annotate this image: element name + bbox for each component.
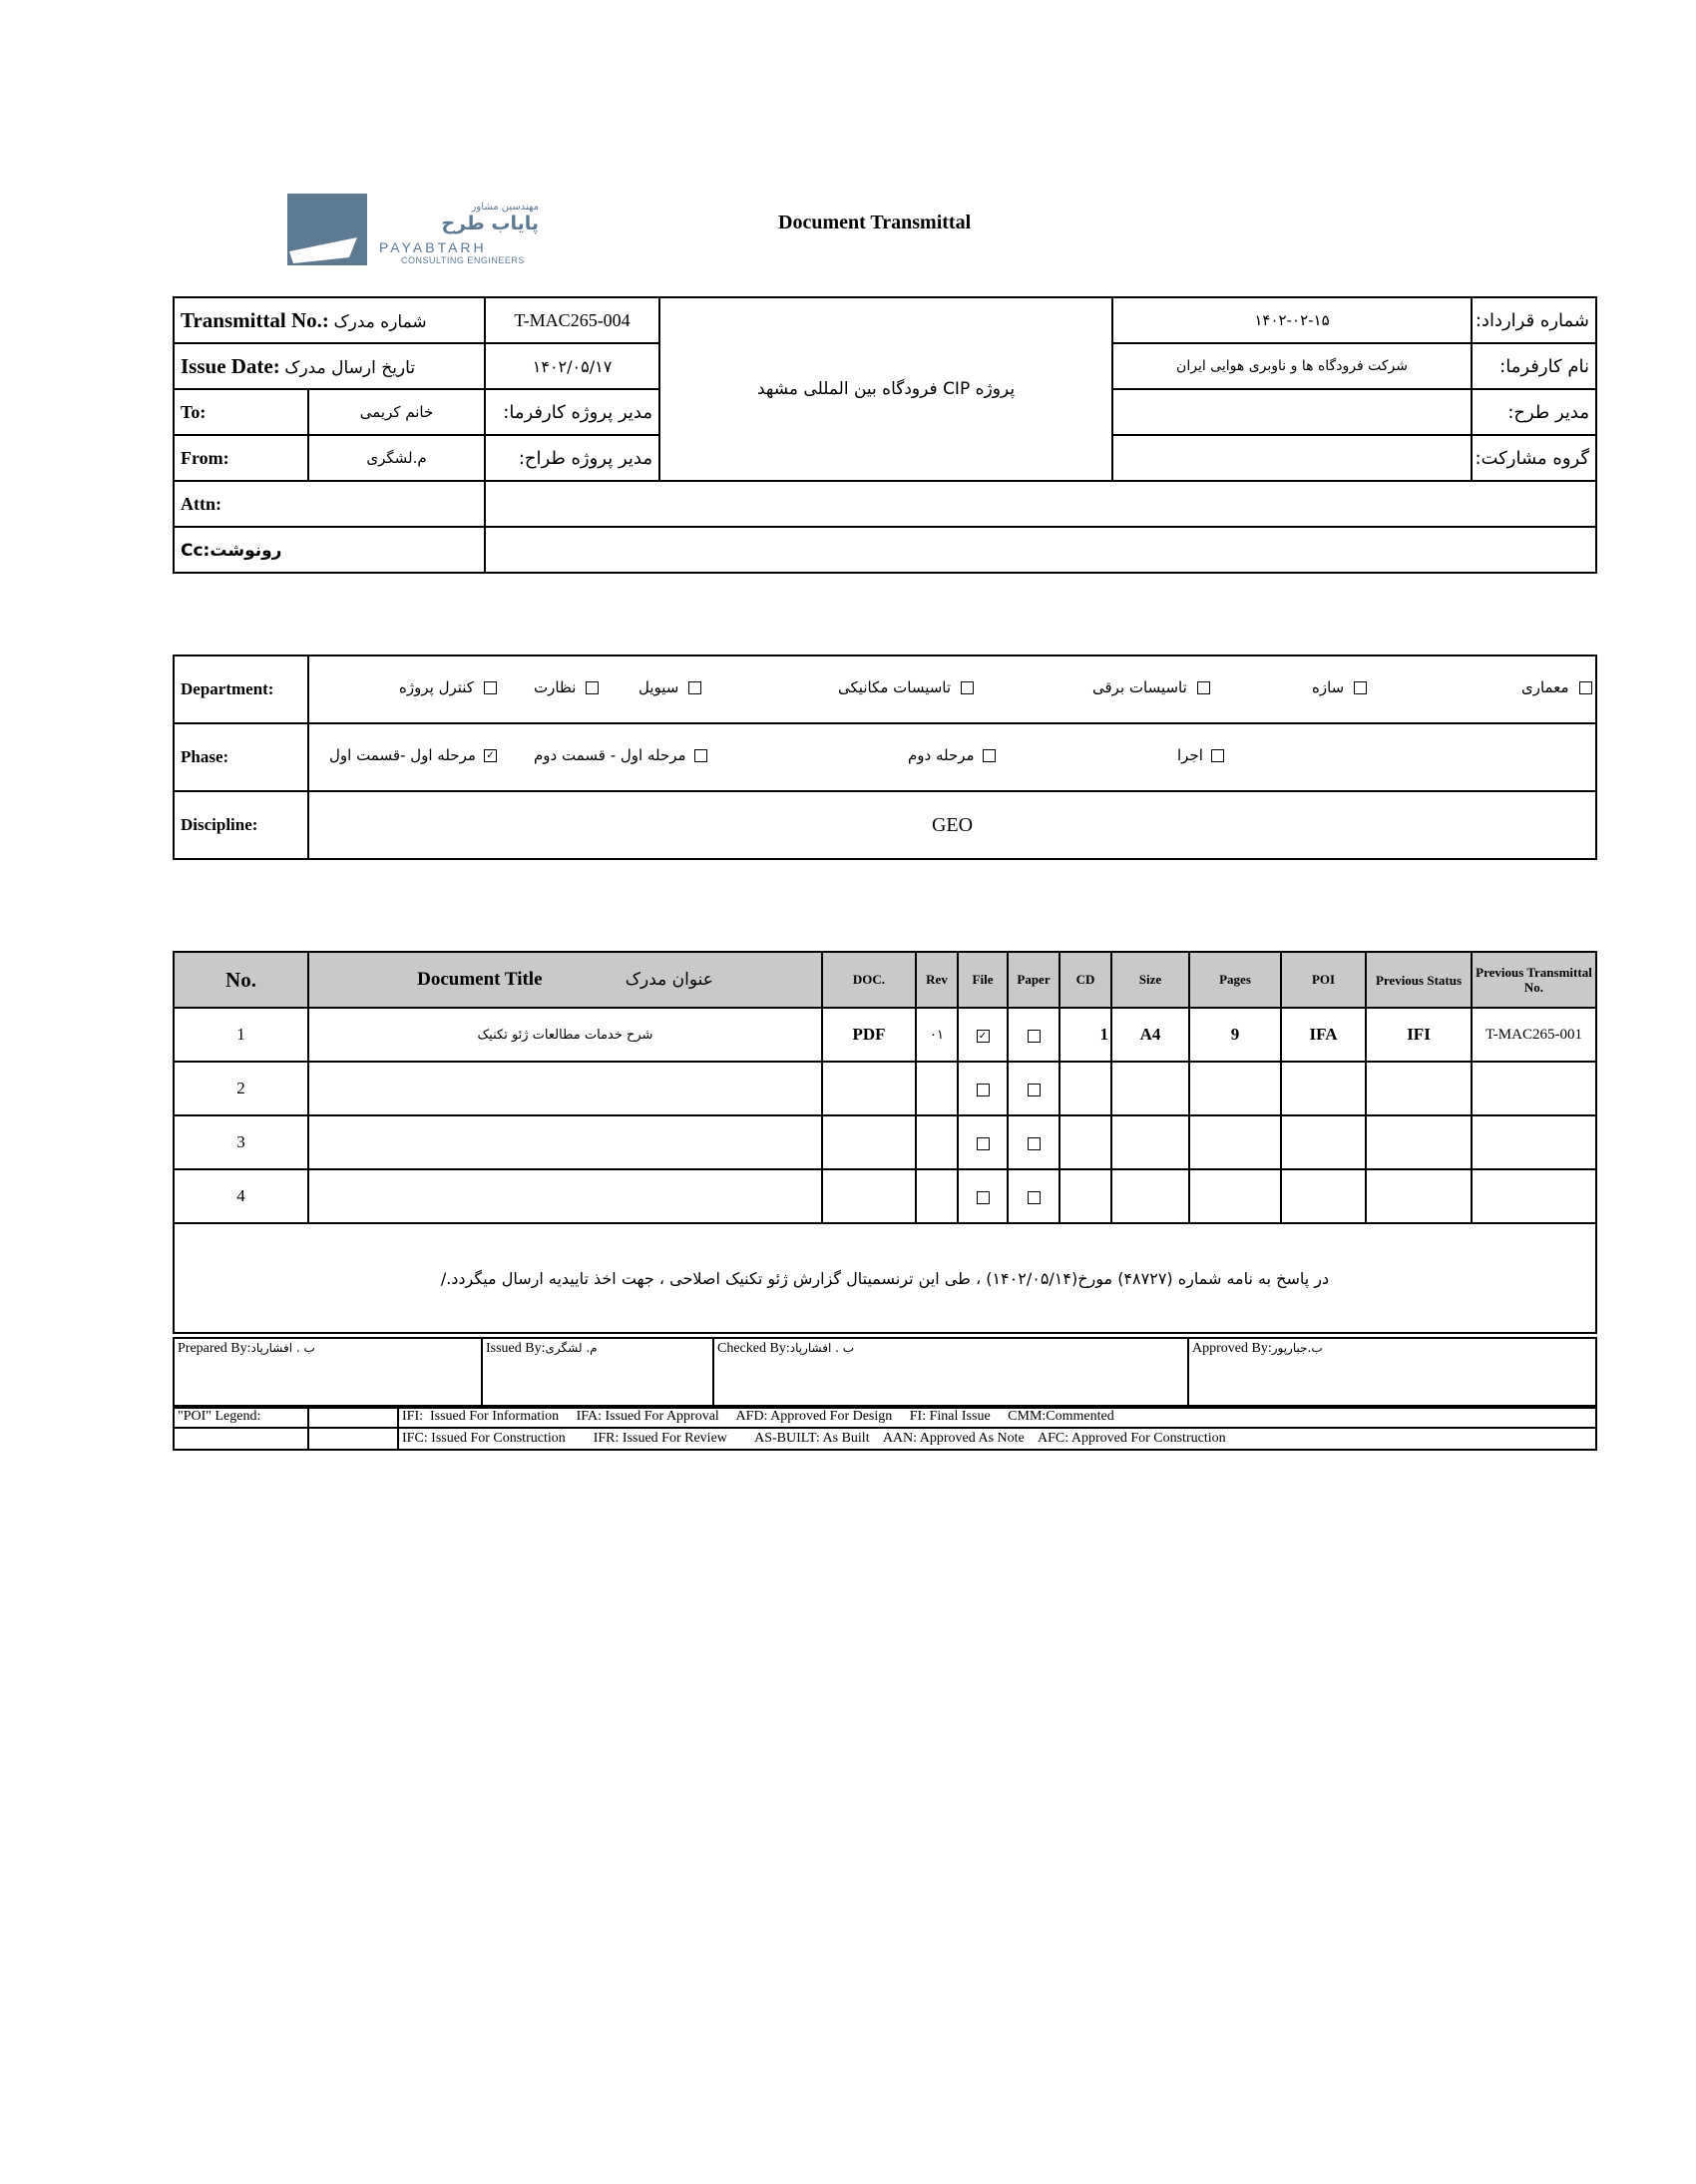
cell-no: 2	[174, 1062, 308, 1115]
col-title	[308, 952, 822, 1008]
department-option-label: کنترل پروژه	[399, 678, 474, 696]
transmittal-no-value: T-MAC265-004	[485, 297, 659, 343]
cell-file	[958, 1008, 1008, 1062]
issue-date-value: ۱۴۰۲/۰۵/۱۷	[485, 343, 659, 389]
checkbox-checked-icon[interactable]: ✓	[977, 1030, 990, 1043]
col-title-fa: عنوان مدرک	[625, 970, 713, 990]
col-cd: CD	[1060, 952, 1111, 1008]
contract-no-label: شماره قرارداد:	[1472, 297, 1596, 343]
cell-cd	[1060, 1169, 1111, 1223]
col-poi: POI	[1281, 952, 1366, 1008]
legend-spacer	[308, 1406, 398, 1428]
checked-by-label: Checked By:	[717, 1341, 790, 1356]
department-table	[173, 655, 1597, 860]
phase-option-label: مرحله اول -قسمت اول	[329, 746, 476, 764]
issued-by-value: م. لشگری	[545, 1341, 598, 1355]
cell-file	[958, 1115, 1008, 1169]
cell-size	[1111, 1169, 1189, 1223]
issued-by-cell	[482, 1338, 713, 1408]
checkbox-icon[interactable]	[484, 681, 497, 694]
col-title-en: Document Title	[417, 969, 543, 990]
cell-title: شرح خدمات مطالعات ژئو تکنیک	[308, 1008, 822, 1062]
checkbox-icon[interactable]	[983, 749, 996, 762]
cell-prev-transmittal: T-MAC265-001	[1472, 1008, 1596, 1062]
remarks: در پاسخ به نامه شماره (۴۸۷۲۷) مورخ(۱۴۰۲/۰۵/۱۴) ، طی این ترنسمیتال گزارش ژئو تکنیک اصلاحی ، جهت اخذ تاییدیه ارسال میگردد./	[174, 1223, 1596, 1333]
prepared-by-label: Prepared By:	[178, 1341, 251, 1356]
transmittal-no-label-fa: شماره مدرک	[333, 311, 427, 332]
cell-cd	[1060, 1115, 1111, 1169]
signature-table	[173, 1337, 1597, 1409]
cell-title	[308, 1115, 822, 1169]
cell-rev: ۰۱	[916, 1008, 958, 1062]
department-option[interactable]	[638, 678, 701, 696]
department-option-label: سازه	[1312, 678, 1345, 696]
project-title: پروژه CIP فرودگاه بین المللی مشهد	[659, 297, 1112, 481]
company-logo	[287, 192, 539, 269]
logo-mark-icon	[287, 194, 367, 265]
col-pages: Pages	[1189, 952, 1281, 1008]
attn-value	[485, 481, 1596, 527]
discipline-value: GEO	[308, 791, 1596, 859]
legend-line-2: IFC: Issued For Construction IFR: Issued For Review AS-BUILT: As Built AAN: Approved As Note AFC: Approved For Construction	[398, 1428, 1596, 1450]
department-option-label: نظارت	[534, 678, 577, 696]
department-option-label: معماری	[1521, 678, 1569, 696]
design-manager-label: مدیر طرح:	[1472, 389, 1596, 435]
header-table	[173, 296, 1597, 574]
cell-file	[958, 1062, 1008, 1115]
issue-date-label-fa: تاریخ ارسال مدرک	[284, 357, 416, 378]
cell-doc: PDF	[822, 1008, 916, 1062]
issue-date-label: Issue Date:	[181, 353, 280, 378]
department-option-label: تاسیسات مکانیکی	[838, 678, 952, 696]
cell-prev-transmittal	[1472, 1115, 1596, 1169]
cell-size	[1111, 1062, 1189, 1115]
checkbox-icon[interactable]	[1028, 1137, 1041, 1150]
department-option[interactable]	[1521, 678, 1592, 696]
checkbox-icon[interactable]	[977, 1191, 990, 1204]
table-row	[174, 1008, 1596, 1062]
cell-pages: 9	[1189, 1008, 1281, 1062]
department-option[interactable]	[838, 678, 974, 696]
col-doc: DOC.	[822, 952, 916, 1008]
checkbox-checked-icon[interactable]: ✓	[484, 749, 497, 762]
cell-poi	[1281, 1115, 1366, 1169]
prepared-by-value: ب . افشارپاد	[250, 1341, 315, 1355]
cc-value	[485, 527, 1596, 573]
col-no: No.	[174, 952, 308, 1008]
checkbox-icon[interactable]	[1579, 681, 1592, 694]
department-option-label: تاسیسات برقی	[1092, 678, 1187, 696]
phase-label: Phase:	[174, 723, 308, 791]
col-prev-transmittal: Previous Transmittal No.	[1472, 952, 1596, 1008]
approved-by-label: Approved By:	[1192, 1341, 1272, 1356]
partner-group-label: گروه مشارکت:	[1472, 435, 1596, 481]
checkbox-icon[interactable]	[1354, 681, 1367, 694]
logo-company-fa-small: مهندسین مشاور	[471, 202, 539, 213]
client-name-label: نام کارفرما:	[1472, 343, 1596, 389]
cell-paper	[1008, 1008, 1060, 1062]
checkbox-icon[interactable]	[1211, 749, 1224, 762]
legend-empty-2	[308, 1428, 398, 1450]
checkbox-icon[interactable]	[694, 749, 707, 762]
partner-group-value	[1112, 435, 1472, 481]
col-prev-status: Previous Status	[1366, 952, 1472, 1008]
checkbox-icon[interactable]	[961, 681, 974, 694]
table-row	[174, 1115, 1596, 1169]
transmittal-no-label-cell	[174, 297, 485, 343]
design-manager-value	[1112, 389, 1472, 435]
cell-pages	[1189, 1169, 1281, 1223]
department-option[interactable]	[399, 678, 497, 696]
from-value: م.لشگری	[308, 435, 485, 481]
legend-label: "POI" Legend:	[174, 1406, 308, 1428]
issue-date-label-cell	[174, 343, 485, 389]
department-option[interactable]	[1312, 678, 1367, 696]
checked-by-cell	[713, 1338, 1188, 1408]
department-label: Department:	[174, 655, 308, 723]
cc-label: Cc:رونوشت	[181, 540, 282, 561]
col-paper: Paper	[1008, 952, 1060, 1008]
cell-rev	[916, 1115, 958, 1169]
from-label: From:	[174, 435, 308, 481]
cell-doc	[822, 1115, 916, 1169]
cell-no: 3	[174, 1115, 308, 1169]
checkbox-icon[interactable]	[1028, 1084, 1041, 1096]
phase-option[interactable]	[534, 746, 707, 764]
cell-prev-status	[1366, 1169, 1472, 1223]
department-options	[308, 655, 1596, 723]
contract-no-value: ۱۴۰۲-۰۲-۱۵	[1112, 297, 1472, 343]
logo-company-fa: پایاب طرح	[441, 213, 539, 234]
cell-rev	[916, 1169, 958, 1223]
department-option[interactable]	[534, 678, 599, 696]
cell-pages	[1189, 1115, 1281, 1169]
prepared-by-cell	[174, 1338, 482, 1408]
legend-table	[173, 1405, 1597, 1451]
cell-cd: 1	[1060, 1008, 1111, 1062]
table-row	[174, 1169, 1596, 1223]
discipline-label: Discipline:	[174, 791, 308, 859]
col-file: File	[958, 952, 1008, 1008]
attn-label: Attn:	[174, 481, 485, 527]
transmittal-no-label: Transmittal No.:	[181, 307, 329, 332]
checkbox-icon[interactable]	[977, 1084, 990, 1096]
client-pm-label: مدیر پروژه کارفرما:	[485, 389, 659, 435]
col-rev: Rev	[916, 952, 958, 1008]
checked-by-value: ب . افشارپاد	[789, 1341, 855, 1355]
cell-prev-status	[1366, 1115, 1472, 1169]
approved-by-value: ب.جبارپور	[1271, 1341, 1323, 1355]
col-size: Size	[1111, 952, 1189, 1008]
checkbox-icon[interactable]	[1197, 681, 1210, 694]
cell-paper	[1008, 1169, 1060, 1223]
phase-option[interactable]	[1177, 746, 1224, 764]
cell-poi: IFA	[1281, 1008, 1366, 1062]
client-name-value: شرکت فرودگاه ها و ناوبری هوایی ایران	[1112, 343, 1472, 389]
phase-option-label: مرحله دوم	[908, 746, 975, 764]
cell-size: A4	[1111, 1008, 1189, 1062]
cell-prev-transmittal	[1472, 1062, 1596, 1115]
cell-title	[308, 1062, 822, 1115]
cell-doc	[822, 1062, 916, 1115]
checkbox-icon[interactable]	[586, 681, 599, 694]
cell-no: 4	[174, 1169, 308, 1223]
cell-cd	[1060, 1062, 1111, 1115]
checkbox-icon[interactable]	[977, 1137, 990, 1150]
cell-rev	[916, 1062, 958, 1115]
table-row	[174, 1062, 1596, 1115]
phase-option[interactable]	[329, 746, 497, 764]
cc-label-cell	[174, 527, 485, 573]
department-option[interactable]	[1092, 678, 1210, 696]
logo-company-sub: CONSULTING ENGINEERS	[401, 255, 525, 265]
legend-line-1: IFI: Issued For Information IFA: Issued For Approval AFD: Approved For Design FI: Final Issue CMM:Commented	[398, 1406, 1596, 1428]
documents-table	[173, 951, 1597, 1334]
cell-paper	[1008, 1062, 1060, 1115]
phase-option-label: مرحله اول - قسمت دوم	[534, 746, 686, 764]
checkbox-icon[interactable]	[688, 681, 701, 694]
cell-prev-status	[1366, 1062, 1472, 1115]
legend-empty-1	[174, 1428, 308, 1450]
phase-option[interactable]	[908, 746, 996, 764]
document-title: Document Transmittal	[778, 212, 972, 233]
cell-prev-transmittal	[1472, 1169, 1596, 1223]
phase-option-label: اجرا	[1177, 746, 1203, 764]
cell-size	[1111, 1115, 1189, 1169]
checkbox-icon[interactable]	[1028, 1030, 1041, 1043]
checkbox-icon[interactable]	[1028, 1191, 1041, 1204]
department-option-label: سیویل	[638, 678, 679, 696]
to-value: خانم کریمی	[308, 389, 485, 435]
cell-paper	[1008, 1115, 1060, 1169]
logo-company-en: PAYABTARH	[379, 239, 487, 255]
cell-title	[308, 1169, 822, 1223]
phase-options	[308, 723, 1596, 791]
cell-file	[958, 1169, 1008, 1223]
cell-doc	[822, 1169, 916, 1223]
designer-pm-label: مدیر پروژه طراح:	[485, 435, 659, 481]
to-label: To:	[174, 389, 308, 435]
cell-poi	[1281, 1062, 1366, 1115]
approved-by-cell	[1188, 1338, 1596, 1408]
cell-no: 1	[174, 1008, 308, 1062]
issued-by-label: Issued By:	[486, 1341, 546, 1356]
cell-pages	[1189, 1062, 1281, 1115]
cell-prev-status: IFI	[1366, 1008, 1472, 1062]
cell-poi	[1281, 1169, 1366, 1223]
